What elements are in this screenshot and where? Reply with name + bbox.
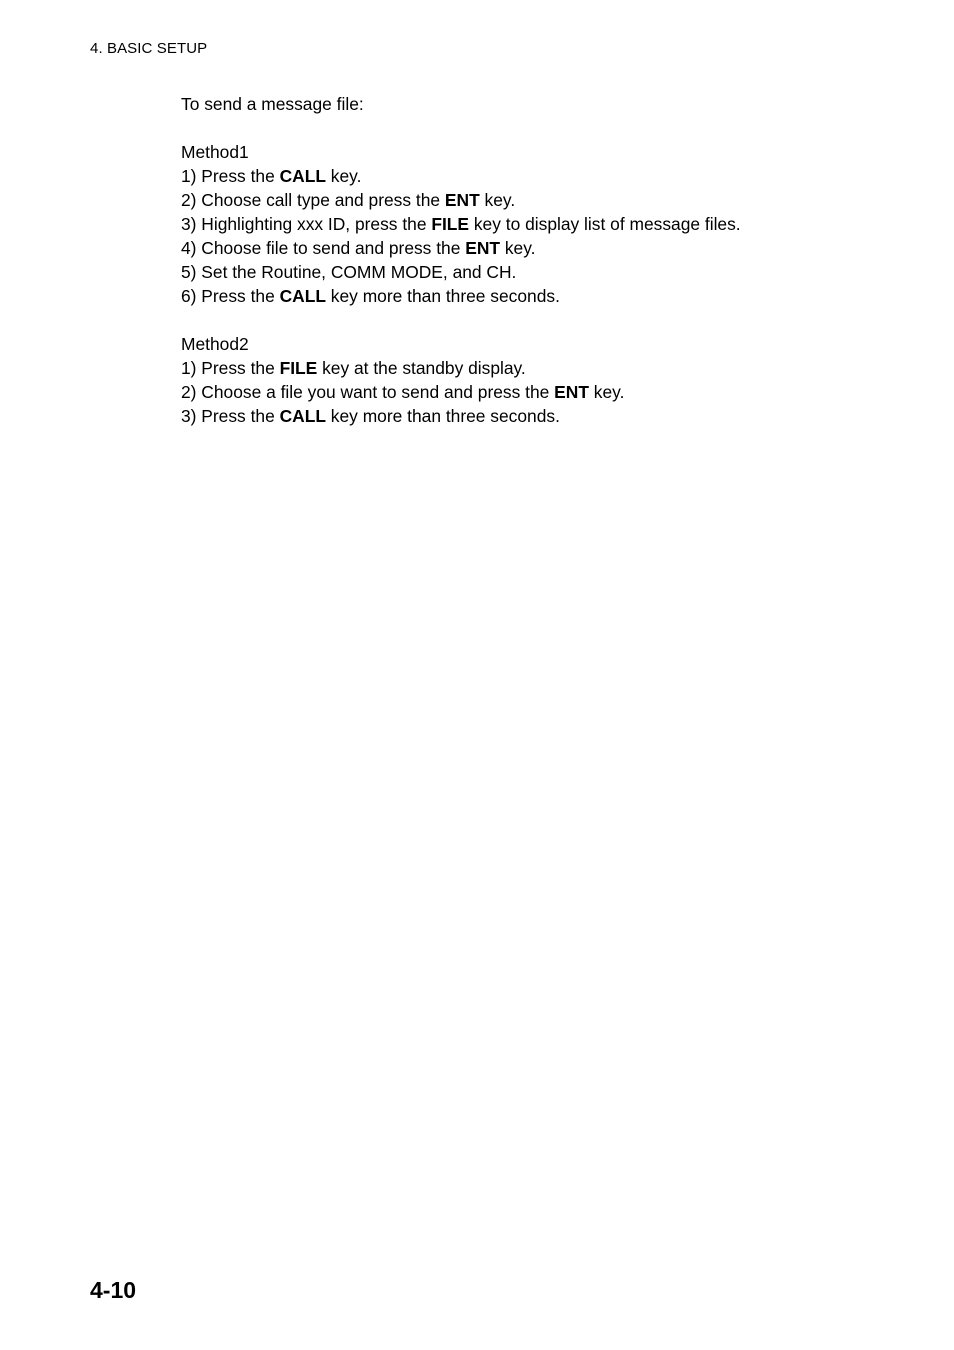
key-name: ENT (444, 190, 480, 210)
running-header: 4. BASIC SETUP (90, 40, 208, 57)
key-name: CALL (279, 406, 326, 426)
key-name: FILE (279, 358, 318, 378)
step-text: key more than three seconds. (325, 286, 560, 306)
step-text: 2) Choose call type and press the (181, 190, 445, 210)
step-text: 3) Highlighting xxx ID, press the (181, 214, 432, 234)
method1-step-3 (181, 212, 741, 236)
method2-step-3 (181, 404, 741, 428)
step-text: key. (479, 190, 516, 210)
method1-step-5 (181, 260, 741, 284)
step-text: key. (588, 382, 625, 402)
method2-step-2 (181, 380, 741, 404)
step-text: key to display list of message files. (469, 214, 741, 234)
method2-title: Method2 (181, 334, 249, 354)
step-text: 2) Choose a file you want to send and press the (181, 382, 555, 402)
page-number: 4-10 (90, 1277, 137, 1303)
key-name: ENT (465, 238, 501, 258)
paragraph-spacer (181, 308, 741, 332)
step-text: 3) Press the (181, 406, 280, 426)
step-text: key. (500, 238, 536, 258)
key-name: CALL (279, 286, 326, 306)
key-name: CALL (279, 166, 326, 186)
method1-title: Method1 (181, 142, 249, 162)
step-text: key. (325, 166, 362, 186)
step-text: key at the standby display. (317, 358, 526, 378)
step-text: 6) Press the (181, 286, 280, 306)
method1-step-2 (181, 188, 741, 212)
method1-step-1 (181, 164, 741, 188)
method1-step-4 (181, 236, 741, 260)
step-text: 5) Set the Routine, COMM MODE, and CH. (181, 262, 517, 282)
method1-step-6 (181, 284, 741, 308)
step-text: 4) Choose file to send and press the (181, 238, 466, 258)
page-content (181, 92, 741, 428)
step-text: 1) Press the (181, 358, 280, 378)
key-name: FILE (431, 214, 470, 234)
step-text: 1) Press the (181, 166, 280, 186)
paragraph-spacer (181, 116, 741, 140)
key-name: ENT (554, 382, 589, 402)
step-text: key more than three seconds. (325, 406, 560, 426)
intro-text: To send a message file: (181, 94, 364, 114)
method2-step-1 (181, 356, 741, 380)
